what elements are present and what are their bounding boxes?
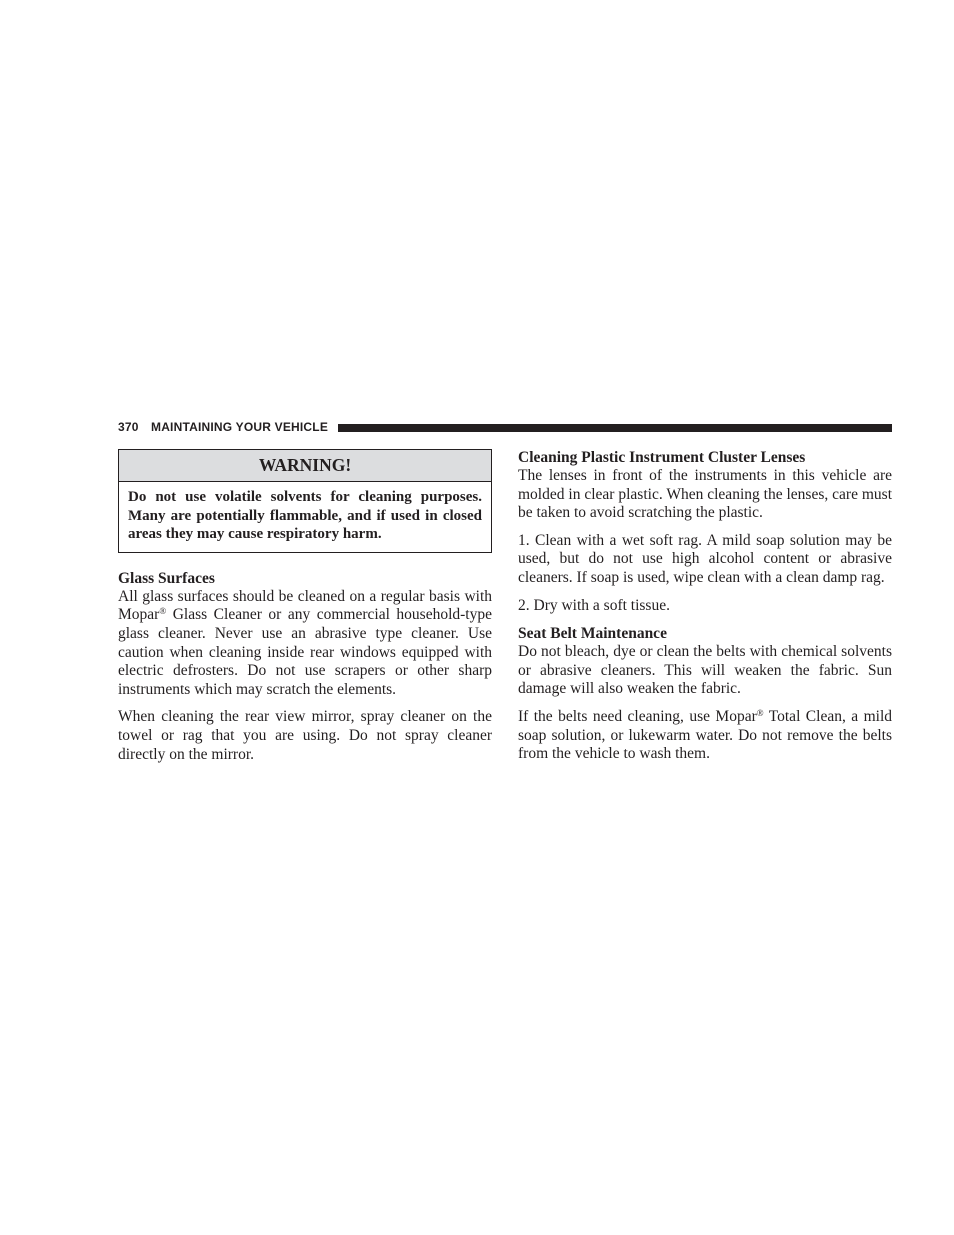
cluster-step-2: 2. Dry with a soft tissue.: [518, 596, 670, 614]
header-rule: [338, 424, 892, 432]
right-column: [518, 448, 892, 773]
cluster-lenses-paragraph: The lenses in front of the instruments in this vehicle are molded in clear plastic. When cleaning the lenses, care must be taken to avoid scratching the plastic.: [518, 467, 892, 522]
glass-p1-text-a: All glass surfaces should be cleaned on a regular basis with Mopar: [118, 587, 492, 624]
warning-box: [118, 449, 492, 553]
warning-text: Do not use volatile solvents for cleaning purposes. Many are potentially flammable, and if used in closed areas they may cause respiratory harm.: [128, 489, 482, 543]
seat-p2-text-b: Total Clean, a mild soap solution, or lukewarm water. Do not remove the belts from the vehicle to wash them.: [518, 707, 892, 763]
glass-surfaces-paragraph-1: [118, 588, 492, 700]
cluster-step-1: 1. Clean with a wet soft rag. A mild soap solution may be used, but do not use high alcohol content or abrasive cleaners. If soap is used, wipe clean with a clean damp rag.: [518, 531, 892, 586]
page-header: [118, 419, 892, 435]
left-column: [118, 449, 492, 773]
glass-p1-text-b: Glass Cleaner or any commercial household-type glass cleaner. Never use an abrasive type cleaner. Use caution when cleaning inside rear windows equipped with electric defrosters. Do not use scrapers or other sharp instruments which may scratch the elements.: [118, 606, 492, 698]
glass-surfaces-paragraph-2: When cleaning the rear view mirror, spray cleaner on the towel or rag that you are using. Do not spray cleaner directly on the mirror.: [118, 708, 492, 763]
cluster-lenses-heading: Cleaning Plastic Instrument Cluster Lenses: [518, 449, 806, 466]
seat-p2-text-a: If the belts need cleaning, use Mopar: [518, 707, 757, 725]
seat-belt-paragraph-2: [518, 708, 892, 764]
seat-belt-paragraph-1: Do not bleach, dye or clean the belts with chemical solvents or abrasive cleaners. This will weaken the fabric. Sun damage will also weaken the fabric.: [518, 643, 892, 698]
seat-belt-heading: Seat Belt Maintenance: [518, 625, 667, 643]
registered-mark: ®: [159, 606, 167, 617]
registered-mark: ®: [756, 707, 764, 718]
warning-title: WARNING!: [119, 450, 491, 482]
glass-surfaces-heading: Glass Surfaces: [118, 569, 215, 587]
page-number: 370: [118, 420, 139, 434]
section-title: MAINTAINING YOUR VEHICLE: [151, 420, 329, 434]
